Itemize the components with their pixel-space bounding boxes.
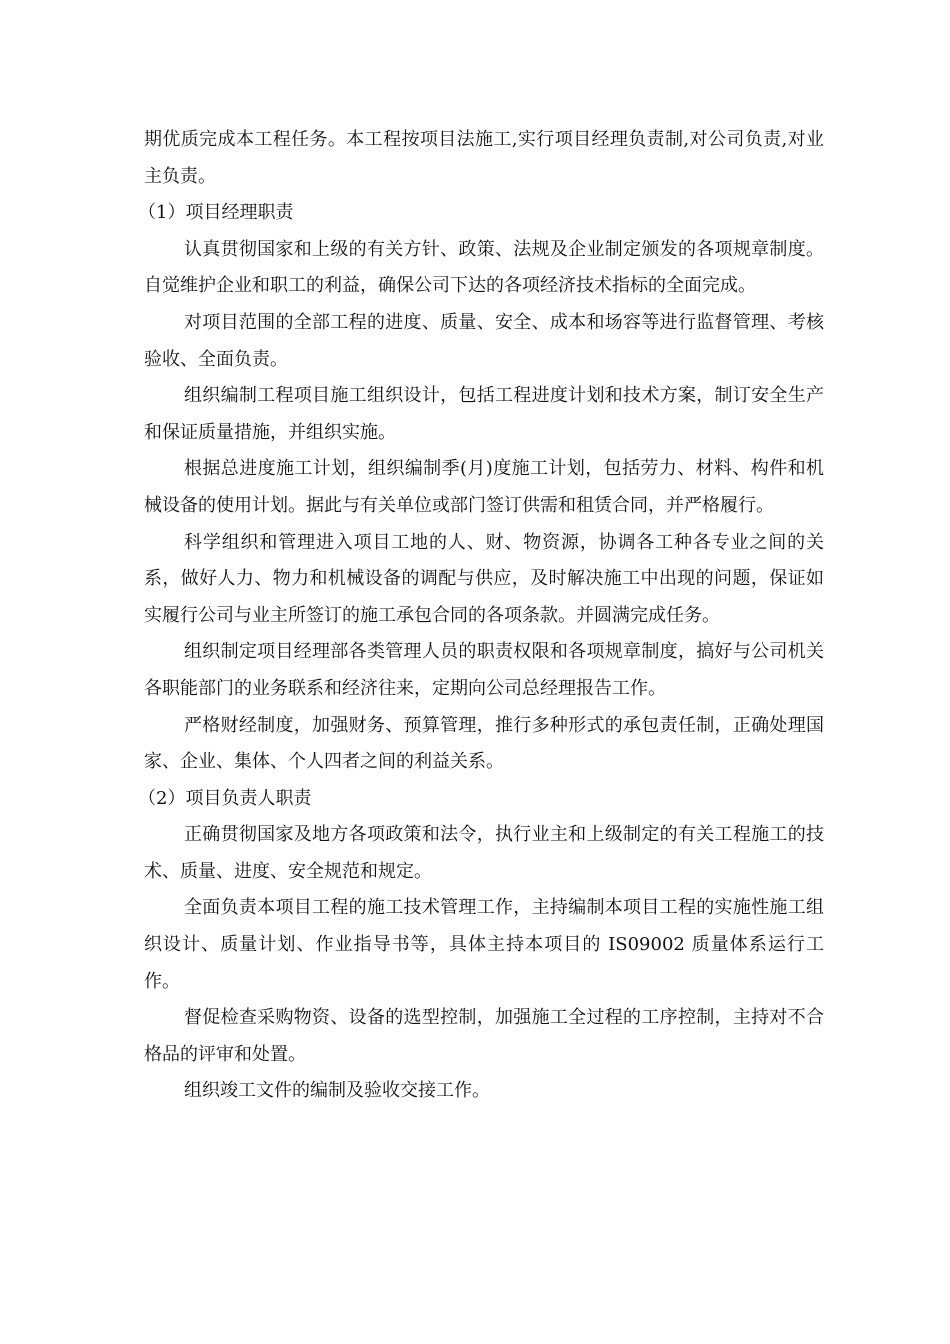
- paragraph: 组织竣工文件的编制及验收交接工作。: [184, 1080, 490, 1102]
- paragraph: 认真贯彻国家和上级的有关方针、政策、法规及企业制定颁发的各项规章制度。自觉维护企业和职工的利益，确保公司下达的各项经济技术指标的全面完成。: [144, 238, 824, 297]
- paragraph: 组织制定项目经理部各类管理人员的职责权限和各项规章制度，搞好与公司机关各职能部门的业务联系和经济往来，定期向公司总经理报告工作。: [144, 641, 824, 699]
- section-heading-project-leader: （2）项目负责人职责: [138, 787, 312, 809]
- paragraph: 全面负责本项目工程的施工技术管理工作，主持编制本项目工程的实施性施工组织设计、质量计划、作业指导书等，具体主持本项目的 IS09002 质量体系运行工作。: [144, 897, 824, 992]
- document-page: [138, 122, 824, 1110]
- section-heading-project-manager: （1）项目经理职责: [138, 202, 294, 224]
- paragraph: 根据总进度施工计划，组织编制季(月)度施工计划，包括劳力、材料、构件和机械设备的使用计划。据此与有关单位或部门签订供需和租赁合同，并严格履行。: [144, 458, 824, 516]
- paragraph: 组织编制工程项目施工组织设计，包括工程进度计划和技术方案，制订安全生产和保证质量措施，并组织实施。: [144, 385, 824, 443]
- paragraph: 对项目范围的全部工程的进度、质量、安全、成本和场容等进行监督管理、考核验收、全面负责。: [144, 311, 824, 370]
- paragraph: 期优质完成本工程任务。本工程按项目法施工,实行项目经理负责制,对公司负责,对业主负责。: [144, 129, 824, 187]
- paragraph: 科学组织和管理进入项目工地的人、财、物资源，协调各工种各专业之间的关系，做好人力、物力和机械设备的调配与供应，及时解决施工中出现的问题，保证如实履行公司与业主所签订的施工承包合同的各项条款。并圆满完成任务。: [144, 531, 824, 626]
- paragraph: 督促检查采购物资、设备的选型控制，加强施工全过程的工序控制，主持对不合格品的评审和处置。: [144, 1007, 824, 1065]
- paragraph: 严格财经制度，加强财务、预算管理，推行多种形式的承包责任制，正确处理国家、企业、集体、个人四者之间的利益关系。: [144, 714, 824, 773]
- paragraph: 正确贯彻国家及地方各项政策和法令，执行业主和上级制定的有关工程施工的技术、质量、进度、安全规范和规定。: [144, 824, 824, 882]
